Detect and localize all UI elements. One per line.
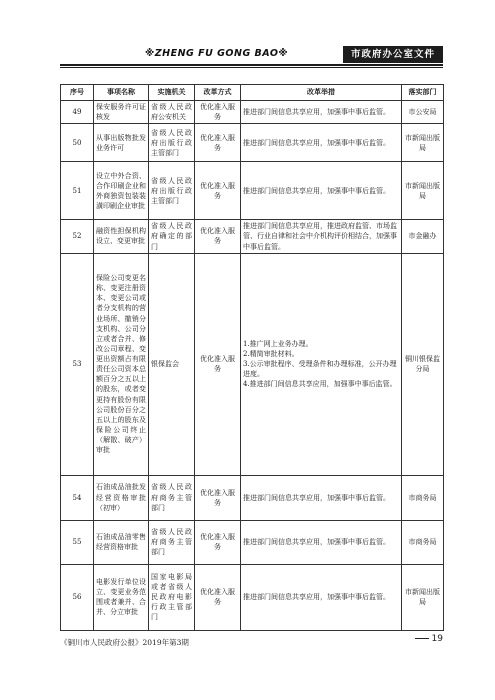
table-row: [61, 124, 444, 162]
table-body: [61, 101, 444, 631]
row-number: 50: [61, 124, 94, 162]
row-department: 铜川银保监分局: [402, 253, 444, 475]
measure-line: 2.精简审批材料。: [243, 349, 299, 358]
measure-line: 推进部门间信息共享应用，加强事中事后监管。: [243, 186, 390, 195]
row-department: 市新闻出版局: [402, 162, 444, 220]
row-method: 优化准入服务: [195, 124, 241, 162]
row-item-name: 石油成品油零售经营资格审批: [94, 520, 149, 564]
row-number: 53: [61, 253, 94, 475]
measure-line: 推进部门间信息共享应用，加强事中事后监管。: [243, 593, 390, 602]
row-item-name: 电影发行单位设立、变更业务范围或者兼并、合并、分立审批: [94, 564, 149, 630]
row-agency: 省级人民政府出版行政主管部门: [149, 124, 195, 162]
header-cell-agency: 实施机关: [149, 85, 195, 101]
row-department: 市新闻出版局: [402, 124, 444, 162]
table-row: [61, 520, 444, 564]
table-header-row: [61, 85, 444, 101]
row-measures: [241, 220, 402, 253]
row-number: 52: [61, 220, 94, 253]
row-measures: [241, 253, 402, 475]
header-cell-number: 序号: [61, 85, 94, 101]
row-department: 市公安局: [402, 101, 444, 124]
header-cell-department: 落实部门: [402, 85, 444, 101]
row-item-name: 保安服务许可证核发: [94, 101, 149, 124]
page-number-value: 19: [431, 634, 443, 644]
row-method: 优化准入服务: [195, 220, 241, 253]
row-department: 市新闻出版局: [402, 564, 444, 630]
row-number: 55: [61, 520, 94, 564]
header-cell-item: 事项名称: [94, 85, 149, 101]
row-number: 56: [61, 564, 94, 630]
row-measures: [241, 520, 402, 564]
footer-page-number: [415, 634, 443, 644]
header-journal-name: ※ZHENG FU GONG BAO※: [145, 48, 289, 59]
row-number: 51: [61, 162, 94, 220]
row-item-name: 设立中外合资、合作印刷企业和外商独资包装装潢印刷企业审批: [94, 162, 149, 220]
measure-line: 1.推广网上业务办理。: [243, 339, 313, 348]
header-rule-thin: [60, 67, 443, 68]
header-section-label: 市政府办公室文件: [343, 46, 443, 63]
row-item-name: 保险公司变更名称、变更注册资本、变更公司或者分支机构的营业场所、撤销分支机构、公司分立或者合并、修改公司章程、变更出资额占有限责任公司资本总额百分之五以上的股东，或者变更持有股份有限公司股份百分之五以上的股东及保险公司终止（解散、破产）审批: [94, 253, 149, 475]
row-method: 优化准入服务: [195, 253, 241, 475]
row-method: 优化准入服务: [195, 162, 241, 220]
row-item-name: 从事出版物批发业务许可: [94, 124, 149, 162]
table-row: [61, 220, 444, 253]
reform-items-table: [60, 84, 444, 631]
header-rule-thick: [60, 64, 443, 66]
row-item-name: 石油成品油批发经营资格审批（初审）: [94, 475, 149, 520]
header-cell-measures: 改革举措: [241, 85, 402, 101]
row-agency: 国家电影局或者省级人民政府电影行政主管部门: [149, 564, 195, 630]
row-agency: 银保监会: [149, 253, 195, 475]
row-number: 49: [61, 101, 94, 124]
row-method: 优化准入服务: [195, 475, 241, 520]
row-measures: [241, 475, 402, 520]
measure-line: 4.推进部门间信息共享应用，加强事中事后监管。: [243, 380, 397, 389]
row-agency: 省级人民政府商务主管部门: [149, 475, 195, 520]
row-item-name: 融资性担保机构设立、变更审批: [94, 220, 149, 253]
measure-line: 3.公示审批程序、受理条件和办理标准，公开办理进度。: [243, 360, 397, 379]
row-measures: [241, 101, 402, 124]
table-row: [61, 253, 444, 475]
row-method: 优化准入服务: [195, 520, 241, 564]
row-measures: [241, 162, 402, 220]
page-header: [60, 46, 443, 64]
measure-line: 推进部门间信息共享应用，加强事中事后监管。: [243, 108, 390, 117]
measure-line: 推进部门间信息共享应用，加强事中事后监管。: [243, 538, 390, 547]
table-row: [61, 564, 444, 630]
row-department: 市金融办: [402, 220, 444, 253]
row-agency: 省级人民政府出版行政主管部门: [149, 162, 195, 220]
row-measures: [241, 124, 402, 162]
row-measures: [241, 564, 402, 630]
header-cell-method: 改革方式: [195, 85, 241, 101]
page-number-dash: [415, 638, 429, 639]
row-method: 优化准入服务: [195, 101, 241, 124]
measure-line: 推进部门间信息共享应用，加强事中事后监管。: [243, 138, 390, 147]
row-number: 54: [61, 475, 94, 520]
measure-line: 推进部门间信息共享应用，推进政府监管、市场监管、行业自律和社会中介机构评价相结合，加强事中事后监管。: [243, 222, 397, 251]
table-row: [61, 162, 444, 220]
footer-publication: 《铜川市人民政府公报》2019年第3期: [60, 638, 189, 647]
table-row: [61, 475, 444, 520]
row-agency: 省级人民政府商务主管部门: [149, 520, 195, 564]
table-row: [61, 101, 444, 124]
measure-line: 推进部门间信息共享应用，加强事中事后监管。: [243, 493, 390, 502]
row-agency: 省级人民政府确定的部门: [149, 220, 195, 253]
row-department: 市商务局: [402, 475, 444, 520]
row-department: 市商务局: [402, 520, 444, 564]
row-agency: 省级人民政府公安机关: [149, 101, 195, 124]
row-method: 优化准入服务: [195, 564, 241, 630]
